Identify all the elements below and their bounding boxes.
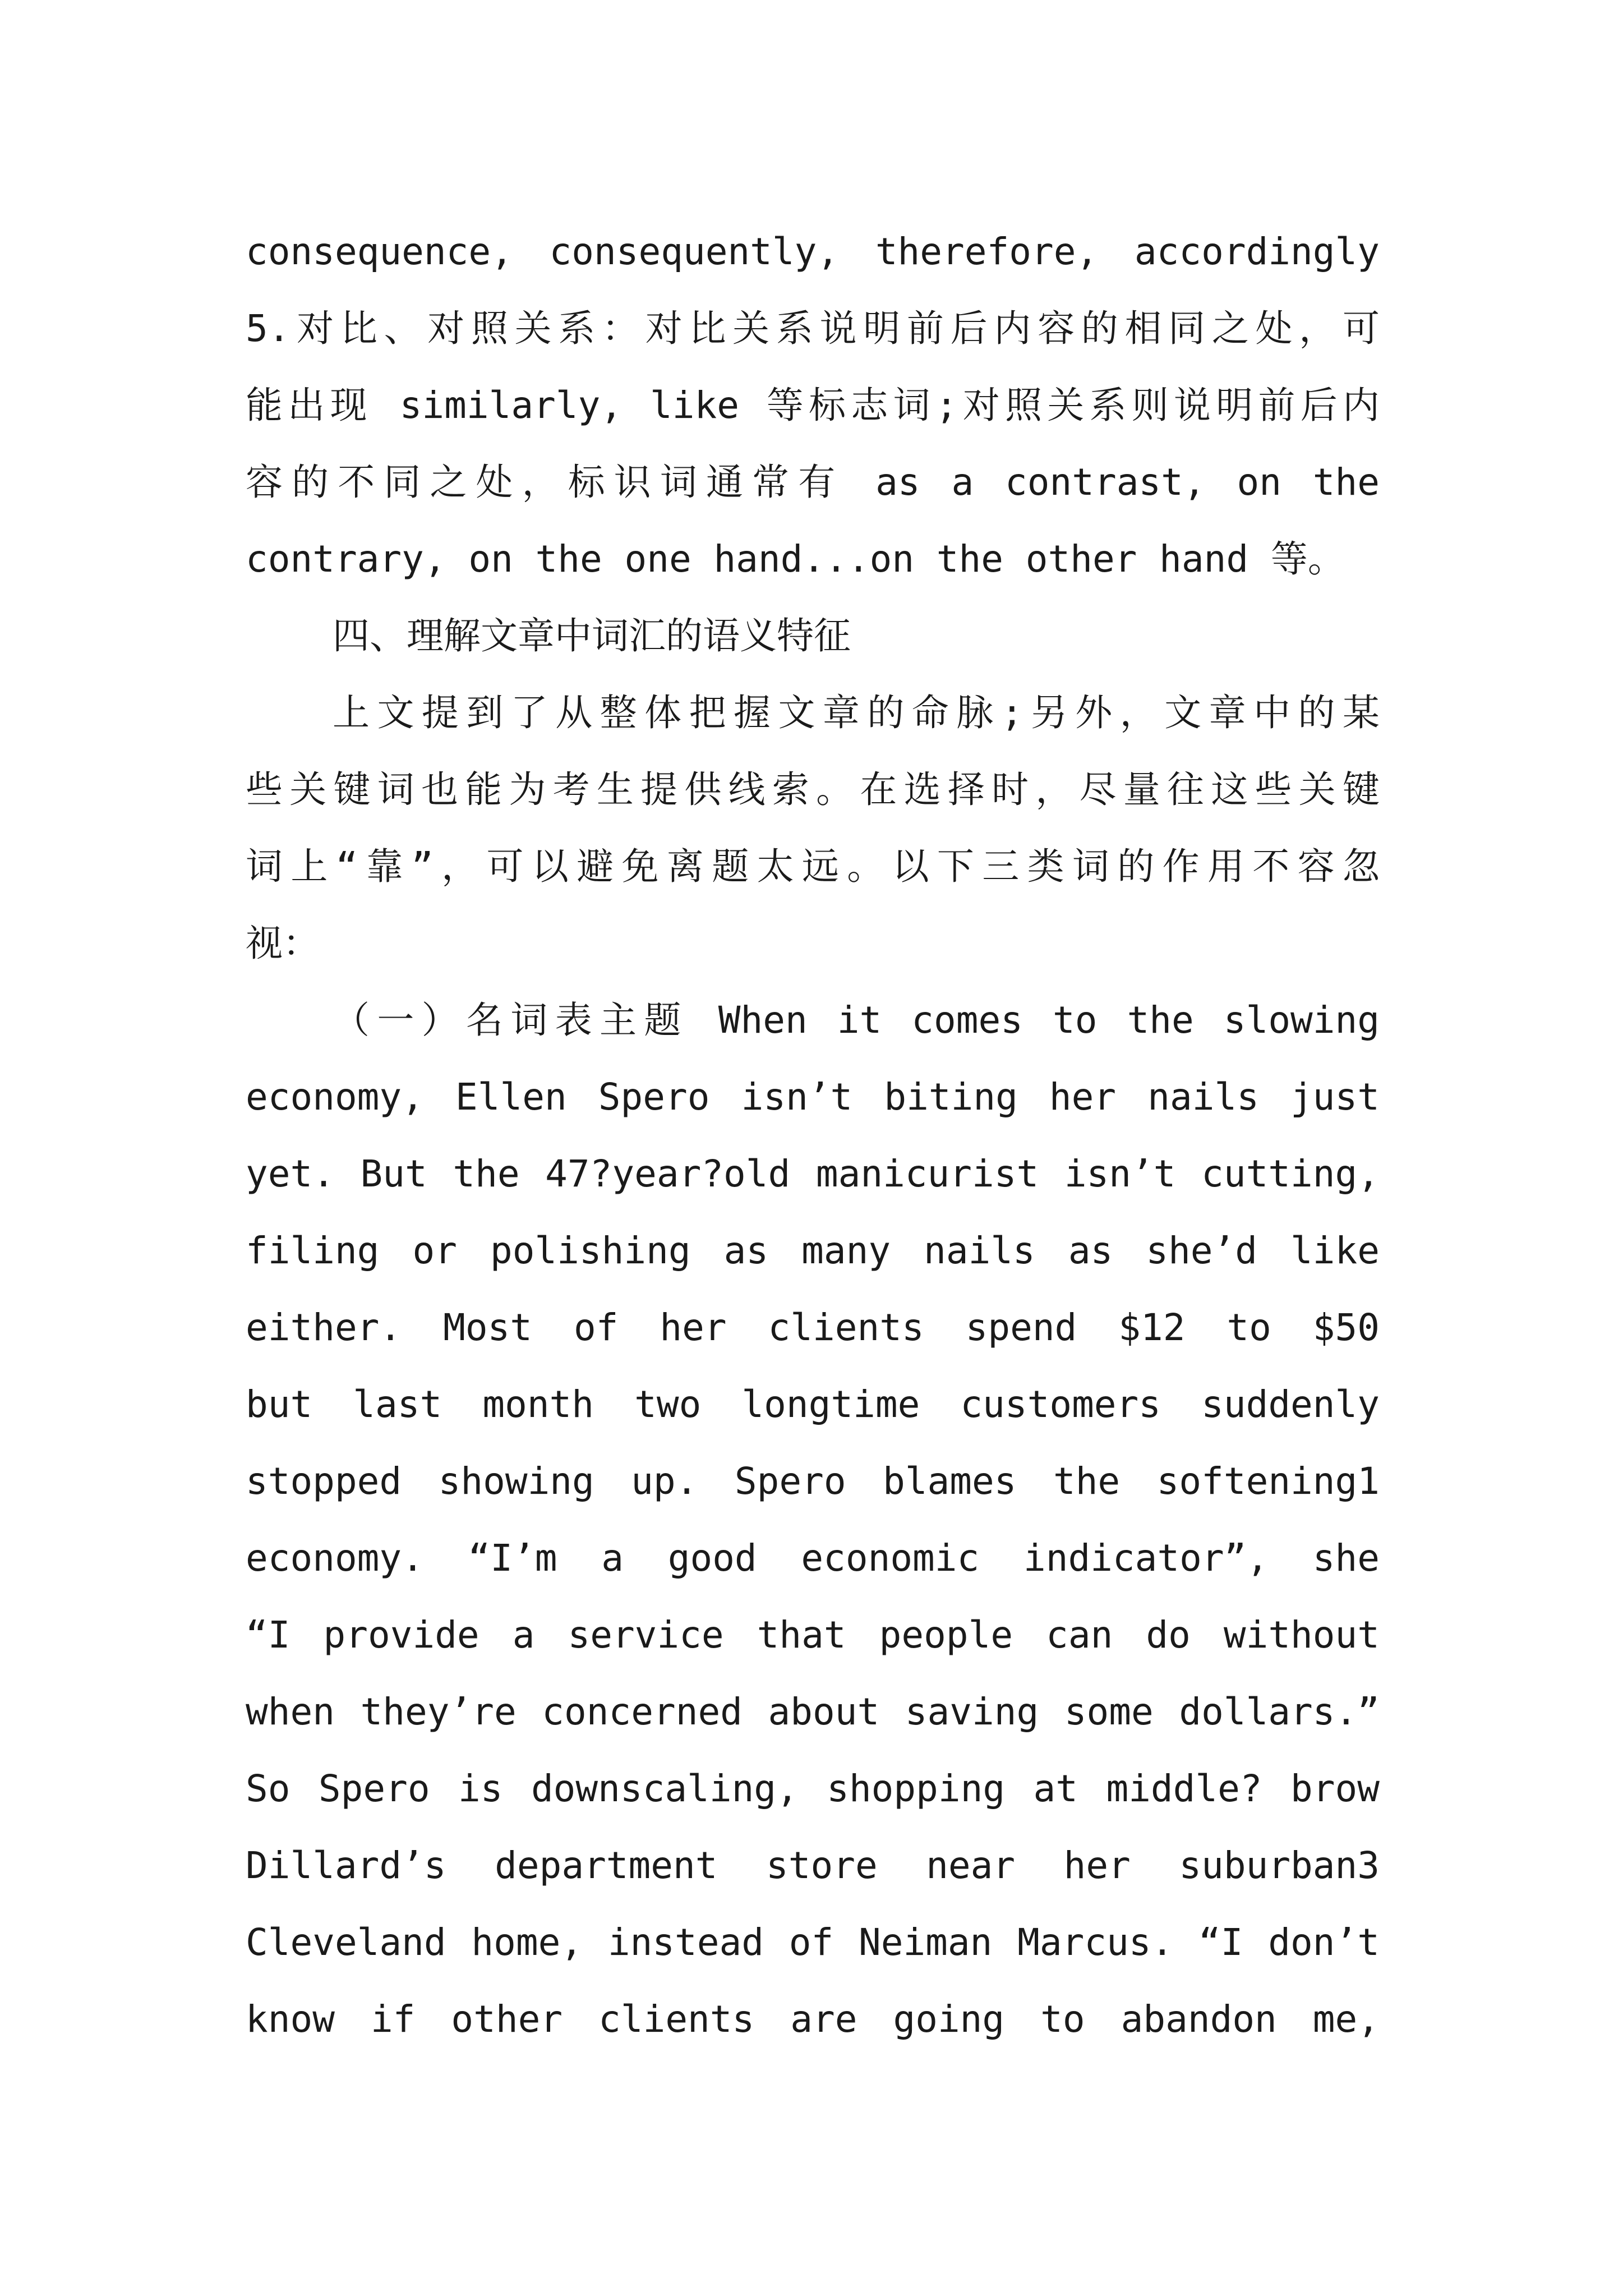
text-line-13: yet. But the 47?year?old manicurist isn’t cutting, [246,1152,1380,1195]
text-line-2: 5.对比、对照关系：对比关系说明前后内容的相同之处，可 [246,307,1380,350]
text-line-4: 容的不同之处，标识词通常有 as a contrast, on the [246,461,1380,504]
body-text [246,213,1380,2058]
text-line-14: filing or polishing as many nails as she’d like [246,1229,1380,1272]
text-line-9: 词上“靠”，可以避免离题太远。以下三类词的作用不容忽 [246,845,1380,888]
text-line-18: economy. “I’m a good economic indicator”, she [246,1536,1380,1580]
text-line-10: 视： [246,922,320,965]
text-line-12: economy, Ellen Spero isn’t biting her nails just [246,1075,1380,1119]
text-line-1: consequence, consequently, therefore, accordingly [246,230,1380,273]
text-line-15: either. Most of her clients spend $12 to $50 [246,1306,1380,1349]
text-line-5: contrary, on the one hand...on the other hand 等。 [246,537,1345,581]
text-line-8: 些关键词也能为考生提供线索。在选择时，尽量往这些关键 [246,768,1380,811]
text-line-21: So Spero is downscaling, shopping at middle? brow [246,1767,1380,1810]
text-line-19: “I provide a service that people can do without [246,1613,1380,1657]
text-line-22: Dillard’s department store near her suburban3 [246,1844,1380,1887]
text-line-16: but last month two longtime customers suddenly [246,1383,1380,1426]
text-line-11: （一）名词表主题 When it comes to the slowing [333,999,1380,1042]
text-line-3: 能出现 similarly, like 等标志词;对照关系则说明前后内 [246,384,1380,427]
section-heading: 四、理解文章中词汇的语义特征 [333,614,851,657]
text-line-17: stopped showing up. Spero blames the softening1 [246,1460,1380,1503]
text-line-20: when they’re concerned about saving some dollars.” [246,1690,1380,1733]
text-line-7: 上文提到了从整体把握文章的命脉;另外，文章中的某 [333,691,1380,734]
text-line-24: know if other clients are going to abandon me, [246,1998,1380,2041]
text-line-23: Cleveland home, instead of Neiman Marcus. “I don’t [246,1921,1380,1964]
